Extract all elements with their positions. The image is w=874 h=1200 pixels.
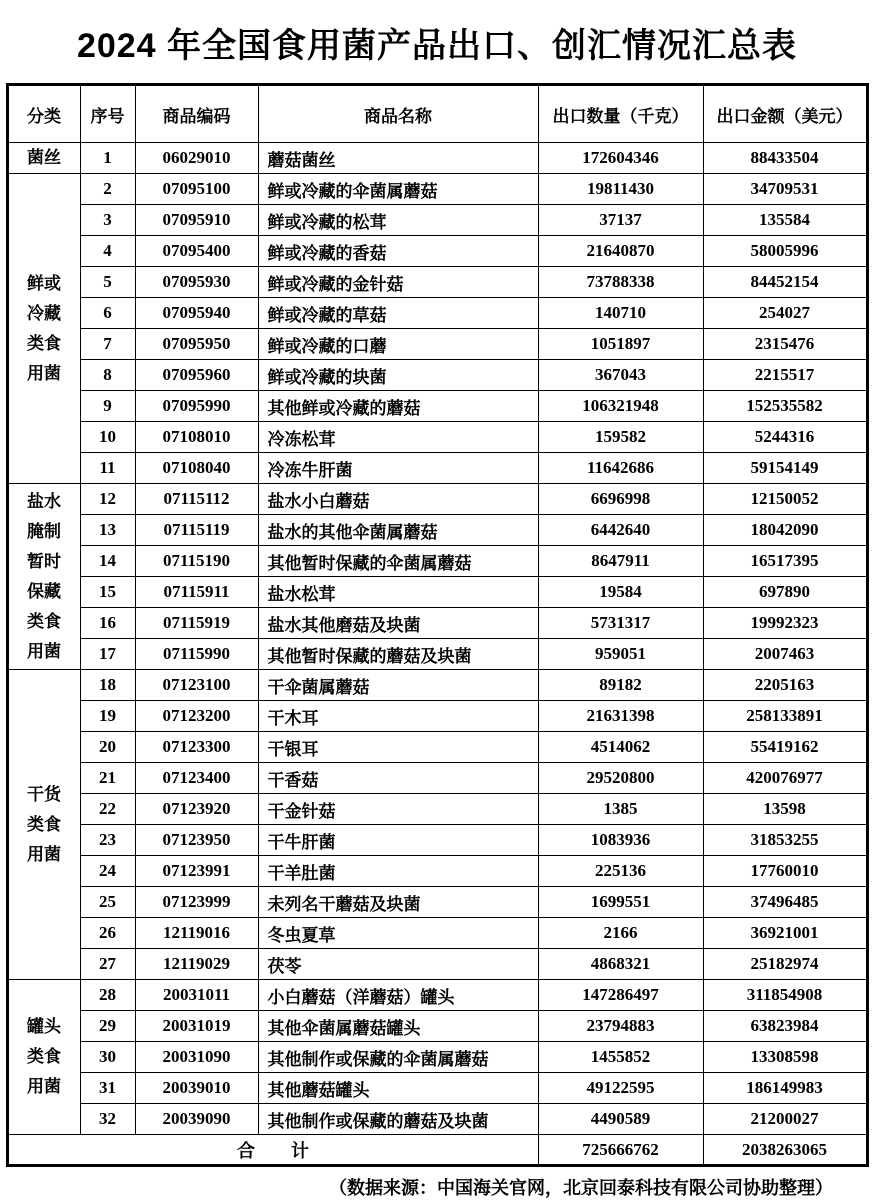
quantity-cell: 37137 — [538, 205, 703, 236]
code-cell: 12119016 — [135, 918, 258, 949]
amount-cell: 55419162 — [703, 732, 867, 763]
name-cell: 盐水其他磨菇及块菌 — [258, 608, 538, 639]
table-row — [7, 546, 867, 577]
amount-cell: 254027 — [703, 298, 867, 329]
seq-cell: 11 — [80, 453, 135, 484]
code-cell: 07123100 — [135, 670, 258, 701]
name-cell: 盐水小白蘑菇 — [258, 484, 538, 515]
amount-cell: 37496485 — [703, 887, 867, 918]
table-row — [7, 360, 867, 391]
quantity-cell: 1051897 — [538, 329, 703, 360]
total-amount: 2038263065 — [703, 1135, 867, 1166]
seq-cell: 17 — [80, 639, 135, 670]
quantity-cell: 21631398 — [538, 701, 703, 732]
table-row — [7, 453, 867, 484]
table-footer — [7, 1135, 867, 1166]
amount-cell: 13308598 — [703, 1042, 867, 1073]
code-cell: 07115119 — [135, 515, 258, 546]
amount-cell: 697890 — [703, 577, 867, 608]
seq-cell: 15 — [80, 577, 135, 608]
total-row — [7, 1135, 867, 1166]
amount-cell: 12150052 — [703, 484, 867, 515]
amount-cell: 13598 — [703, 794, 867, 825]
table-body — [7, 143, 867, 1135]
table-row — [7, 701, 867, 732]
name-cell: 干银耳 — [258, 732, 538, 763]
code-cell: 07095100 — [135, 174, 258, 205]
amount-cell: 84452154 — [703, 267, 867, 298]
code-cell: 07123950 — [135, 825, 258, 856]
header-category: 分类 — [7, 85, 80, 143]
code-cell: 07115911 — [135, 577, 258, 608]
amount-cell: 88433504 — [703, 143, 867, 174]
amount-cell: 34709531 — [703, 174, 867, 205]
source-note: （数据来源：中国海关官网，北京回泰科技有限公司协助整理） — [329, 1178, 833, 1198]
table-row — [7, 1042, 867, 1073]
code-cell: 07095950 — [135, 329, 258, 360]
name-cell: 蘑菇菌丝 — [258, 143, 538, 174]
table-row — [7, 670, 867, 701]
table-row — [7, 794, 867, 825]
code-cell: 07095940 — [135, 298, 258, 329]
seq-cell: 1 — [80, 143, 135, 174]
name-cell: 茯苓 — [258, 949, 538, 980]
quantity-cell: 225136 — [538, 856, 703, 887]
name-cell: 干香菇 — [258, 763, 538, 794]
header-code: 商品编码 — [135, 85, 258, 143]
seq-cell: 9 — [80, 391, 135, 422]
seq-cell: 21 — [80, 763, 135, 794]
category-cell: 干货类食用菌 — [7, 670, 80, 980]
amount-cell: 152535582 — [703, 391, 867, 422]
header-quantity: 出口数量（千克） — [538, 85, 703, 143]
amount-cell: 5244316 — [703, 422, 867, 453]
code-cell: 07108040 — [135, 453, 258, 484]
table-row — [7, 732, 867, 763]
total-label: 合 计 — [7, 1135, 538, 1166]
code-cell: 07115112 — [135, 484, 258, 515]
seq-cell: 7 — [80, 329, 135, 360]
table-row — [7, 949, 867, 980]
name-cell: 鲜或冷藏的伞菌属蘑菇 — [258, 174, 538, 205]
amount-cell: 2315476 — [703, 329, 867, 360]
seq-cell: 10 — [80, 422, 135, 453]
code-cell: 07095960 — [135, 360, 258, 391]
name-cell: 鲜或冷藏的松茸 — [258, 205, 538, 236]
code-cell: 07123991 — [135, 856, 258, 887]
code-cell: 07095910 — [135, 205, 258, 236]
quantity-cell: 106321948 — [538, 391, 703, 422]
seq-cell: 32 — [80, 1104, 135, 1135]
header-name: 商品名称 — [258, 85, 538, 143]
header-seq: 序号 — [80, 85, 135, 143]
amount-cell: 2215517 — [703, 360, 867, 391]
quantity-cell: 1083936 — [538, 825, 703, 856]
header-amount: 出口金额（美元） — [703, 85, 867, 143]
amount-cell: 2205163 — [703, 670, 867, 701]
seq-cell: 4 — [80, 236, 135, 267]
name-cell: 干木耳 — [258, 701, 538, 732]
code-cell: 20031090 — [135, 1042, 258, 1073]
name-cell: 其他伞菌属蘑菇罐头 — [258, 1011, 538, 1042]
code-cell: 07115190 — [135, 546, 258, 577]
quantity-cell: 19584 — [538, 577, 703, 608]
amount-cell: 36921001 — [703, 918, 867, 949]
name-cell: 盐水松茸 — [258, 577, 538, 608]
table-row — [7, 763, 867, 794]
code-cell: 06029010 — [135, 143, 258, 174]
total-quantity: 725666762 — [538, 1135, 703, 1166]
code-cell: 07095990 — [135, 391, 258, 422]
seq-cell: 19 — [80, 701, 135, 732]
quantity-cell: 147286497 — [538, 980, 703, 1011]
name-cell: 其他暂时保藏的伞菌属蘑菇 — [258, 546, 538, 577]
table-row — [7, 825, 867, 856]
quantity-cell: 959051 — [538, 639, 703, 670]
amount-cell: 63823984 — [703, 1011, 867, 1042]
table-row — [7, 1011, 867, 1042]
quantity-cell: 140710 — [538, 298, 703, 329]
quantity-cell: 2166 — [538, 918, 703, 949]
amount-cell: 186149983 — [703, 1073, 867, 1104]
name-cell: 其他鲜或冷藏的蘑菇 — [258, 391, 538, 422]
amount-cell: 18042090 — [703, 515, 867, 546]
table-row — [7, 639, 867, 670]
category-cell: 菌丝 — [7, 143, 80, 174]
name-cell: 鲜或冷藏的块菌 — [258, 360, 538, 391]
amount-cell: 420076977 — [703, 763, 867, 794]
category-cell: 罐头类食用菌 — [7, 980, 80, 1135]
name-cell: 干羊肚菌 — [258, 856, 538, 887]
quantity-cell: 89182 — [538, 670, 703, 701]
quantity-cell: 23794883 — [538, 1011, 703, 1042]
name-cell: 鲜或冷藏的香菇 — [258, 236, 538, 267]
seq-cell: 3 — [80, 205, 135, 236]
name-cell: 未列名干蘑菇及块菌 — [258, 887, 538, 918]
seq-cell: 12 — [80, 484, 135, 515]
quantity-cell: 21640870 — [538, 236, 703, 267]
amount-cell: 16517395 — [703, 546, 867, 577]
table-row — [7, 484, 867, 515]
table-header — [7, 85, 867, 143]
table-row — [7, 391, 867, 422]
amount-cell: 21200027 — [703, 1104, 867, 1135]
seq-cell: 30 — [80, 1042, 135, 1073]
seq-cell: 20 — [80, 732, 135, 763]
table-row — [7, 329, 867, 360]
seq-cell: 23 — [80, 825, 135, 856]
table-row — [7, 422, 867, 453]
seq-cell: 25 — [80, 887, 135, 918]
table-row — [7, 918, 867, 949]
seq-cell: 13 — [80, 515, 135, 546]
code-cell: 07123999 — [135, 887, 258, 918]
code-cell: 07115990 — [135, 639, 258, 670]
quantity-cell: 49122595 — [538, 1073, 703, 1104]
code-cell: 07123200 — [135, 701, 258, 732]
table-row — [7, 267, 867, 298]
table-row — [7, 236, 867, 267]
code-cell: 07095930 — [135, 267, 258, 298]
quantity-cell: 29520800 — [538, 763, 703, 794]
table-row — [7, 298, 867, 329]
table-row — [7, 887, 867, 918]
name-cell: 小白蘑菇（洋蘑菇）罐头 — [258, 980, 538, 1011]
quantity-cell: 8647911 — [538, 546, 703, 577]
quantity-cell: 73788338 — [538, 267, 703, 298]
amount-cell: 19992323 — [703, 608, 867, 639]
quantity-cell: 159582 — [538, 422, 703, 453]
name-cell: 鲜或冷藏的口蘑 — [258, 329, 538, 360]
code-cell: 07115919 — [135, 608, 258, 639]
name-cell: 干牛肝菌 — [258, 825, 538, 856]
quantity-cell: 172604346 — [538, 143, 703, 174]
seq-cell: 18 — [80, 670, 135, 701]
table-row — [7, 1104, 867, 1135]
code-cell: 07123920 — [135, 794, 258, 825]
seq-cell: 16 — [80, 608, 135, 639]
quantity-cell: 4514062 — [538, 732, 703, 763]
code-cell: 07123400 — [135, 763, 258, 794]
quantity-cell: 367043 — [538, 360, 703, 391]
seq-cell: 6 — [80, 298, 135, 329]
quantity-cell: 4868321 — [538, 949, 703, 980]
name-cell: 其他暂时保藏的蘑菇及块菌 — [258, 639, 538, 670]
seq-cell: 31 — [80, 1073, 135, 1104]
amount-cell: 2007463 — [703, 639, 867, 670]
amount-cell: 17760010 — [703, 856, 867, 887]
seq-cell: 28 — [80, 980, 135, 1011]
name-cell: 其他蘑菇罐头 — [258, 1073, 538, 1104]
seq-cell: 29 — [80, 1011, 135, 1042]
table-row — [7, 856, 867, 887]
code-cell: 07108010 — [135, 422, 258, 453]
quantity-cell: 1455852 — [538, 1042, 703, 1073]
seq-cell: 2 — [80, 174, 135, 205]
seq-cell: 24 — [80, 856, 135, 887]
table-row — [7, 608, 867, 639]
name-cell: 干金针菇 — [258, 794, 538, 825]
code-cell: 20039090 — [135, 1104, 258, 1135]
code-cell: 07095400 — [135, 236, 258, 267]
table-row — [7, 577, 867, 608]
page-title: 2024 年全国食用菌产品出口、创汇情况汇总表 — [76, 27, 798, 65]
amount-cell: 135584 — [703, 205, 867, 236]
table-row — [7, 205, 867, 236]
code-cell: 07123300 — [135, 732, 258, 763]
amount-cell: 58005996 — [703, 236, 867, 267]
table-row — [7, 143, 867, 174]
amount-cell: 258133891 — [703, 701, 867, 732]
code-cell: 20031019 — [135, 1011, 258, 1042]
name-cell: 干伞菌属蘑菇 — [258, 670, 538, 701]
seq-cell: 14 — [80, 546, 135, 577]
code-cell: 12119029 — [135, 949, 258, 980]
code-cell: 20031011 — [135, 980, 258, 1011]
code-cell: 20039010 — [135, 1073, 258, 1104]
quantity-cell: 5731317 — [538, 608, 703, 639]
seq-cell: 27 — [80, 949, 135, 980]
name-cell: 冷冻松茸 — [258, 422, 538, 453]
category-cell: 盐水腌制暂时保藏类食用菌 — [7, 484, 80, 670]
name-cell: 冬虫夏草 — [258, 918, 538, 949]
name-cell: 鲜或冷藏的草菇 — [258, 298, 538, 329]
quantity-cell: 19811430 — [538, 174, 703, 205]
amount-cell: 59154149 — [703, 453, 867, 484]
name-cell: 盐水的其他伞菌属蘑菇 — [258, 515, 538, 546]
table-row — [7, 515, 867, 546]
table-row — [7, 1073, 867, 1104]
seq-cell: 26 — [80, 918, 135, 949]
table-row — [7, 174, 867, 205]
name-cell: 鲜或冷藏的金针菇 — [258, 267, 538, 298]
seq-cell: 8 — [80, 360, 135, 391]
seq-cell: 5 — [80, 267, 135, 298]
header-row — [7, 85, 867, 143]
amount-cell: 25182974 — [703, 949, 867, 980]
quantity-cell: 6442640 — [538, 515, 703, 546]
amount-cell: 31853255 — [703, 825, 867, 856]
quantity-cell: 4490589 — [538, 1104, 703, 1135]
seq-cell: 22 — [80, 794, 135, 825]
name-cell: 其他制作或保藏的蘑菇及块菌 — [258, 1104, 538, 1135]
category-cell: 鲜或冷藏类食用菌 — [7, 174, 80, 484]
name-cell: 其他制作或保藏的伞菌属蘑菇 — [258, 1042, 538, 1073]
table-row — [7, 980, 867, 1011]
quantity-cell: 6696998 — [538, 484, 703, 515]
name-cell: 冷冻牛肝菌 — [258, 453, 538, 484]
export-summary-table — [6, 83, 869, 1167]
quantity-cell: 11642686 — [538, 453, 703, 484]
amount-cell: 311854908 — [703, 980, 867, 1011]
quantity-cell: 1699551 — [538, 887, 703, 918]
quantity-cell: 1385 — [538, 794, 703, 825]
